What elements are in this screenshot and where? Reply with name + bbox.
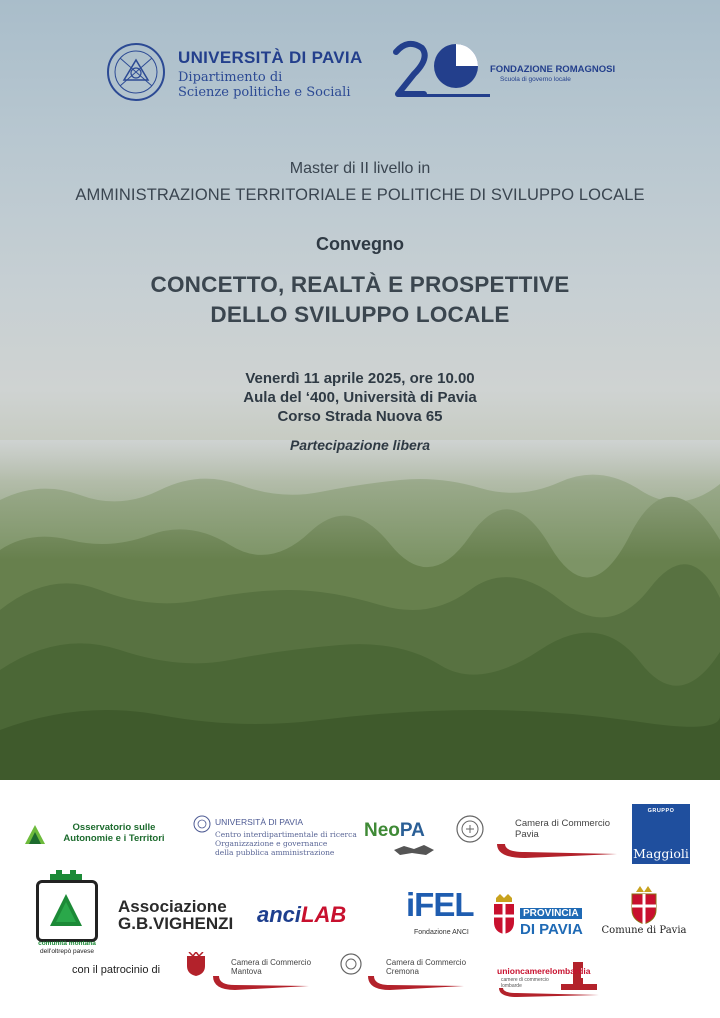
unipv-centro-name: UNIVERSITÀ DI PAVIA: [215, 817, 304, 827]
comune-name: Comune di Pavia: [601, 925, 687, 936]
ifel-subtitle: Fondazione ANCI: [414, 929, 469, 936]
university-seal-icon: [106, 42, 166, 102]
sponsor-comunita-montana: [36, 872, 100, 957]
camera-pavia-line1: Camera di Commercio: [515, 818, 611, 829]
camera-pavia-swoosh-icon: [495, 840, 619, 860]
sponsor-neopa: [364, 820, 442, 860]
sponsor-maggioli: [632, 804, 690, 864]
provincia-shield-icon: [492, 894, 516, 934]
ifel-name: iFEL: [406, 886, 474, 923]
neopa-map-icon: [392, 844, 436, 856]
fondazione-logo-icon: [390, 40, 490, 102]
unioncamere-name: unioncamerelombardia: [497, 966, 591, 976]
sponsor-comune: [596, 884, 692, 944]
ancilab-part1: anci: [257, 902, 302, 927]
fondazione-header: [390, 40, 620, 102]
department-line2: Scienze politiche e Sociali: [178, 85, 351, 100]
patrocinio-label: con il patrocinio di: [72, 964, 161, 976]
camera-mantova-line2: Mantova: [231, 967, 262, 976]
camera-pavia-line2: Pavia: [515, 829, 539, 840]
camera-mantova-swoosh-icon: [211, 974, 311, 992]
camera-cremona-line2: Cremona: [386, 967, 419, 976]
provincia-line2: DI PAVIA: [520, 921, 583, 938]
event-date: Venerdì 11 aprile 2025, ore 10.00: [245, 370, 475, 387]
camera-pavia-name: [515, 818, 610, 840]
fondazione-subtitle: Scuola di governo locale: [500, 76, 571, 83]
neopa-logo: [364, 820, 425, 842]
unipv-centro-line3: della pubblica amministrazione: [215, 848, 335, 857]
event-address: Corso Strada Nuova 65: [277, 408, 443, 425]
sponsor-provincia: [492, 892, 590, 940]
event-participation: Partecipazione libera: [289, 437, 431, 453]
neopa-part2: PA: [399, 820, 425, 841]
fondazione-name: FONDAZIONE ROMAGNOSI: [490, 64, 616, 75]
vighenzi-line2: G.B.VIGHENZI: [118, 914, 234, 933]
neopa-part1: Neo: [364, 820, 400, 841]
sponsor-camera-mantova: [185, 952, 315, 1002]
unipv-centro-desc: [215, 830, 357, 857]
unipv-centro-line2: Organizzazione e governance: [215, 839, 328, 848]
event-type: Convegno: [316, 234, 404, 254]
sponsor-unioncamere: [497, 952, 607, 1002]
university-header: [106, 42, 366, 104]
sponsor-ancilab: [257, 902, 385, 932]
unioncamere-sub1: camere di commercio: [501, 977, 549, 983]
maggioli-name: Maggioli: [633, 846, 689, 861]
master-line2: AMMINISTRAZIONE TERRITORIALE E POLITICHE DI SVILUPPO LOCALE: [75, 186, 645, 204]
sponsor-unipv-centro: [193, 813, 357, 861]
master-line1: Master di II livello in: [289, 160, 431, 177]
maggioli-group-label: GRUPPO: [647, 808, 675, 814]
comune-crest-icon: [626, 886, 662, 924]
department-name: [178, 70, 350, 100]
university-name: UNIVERSITÀ DI PAVIA: [178, 48, 363, 67]
sponsor-ifel: [406, 886, 472, 941]
camera-cremona-seal-icon: [340, 952, 362, 976]
comunita-tree-icon: [48, 892, 84, 930]
department-line1: Dipartimento di: [178, 70, 283, 85]
event-title-line1: CONCETTO, REALTÀ E PROSPETTIVE: [150, 272, 570, 297]
unioncamere-sub2: lombarde: [501, 983, 522, 989]
comunita-line2: dell'oltrepò pavese: [40, 948, 94, 955]
sponsor-camera-pavia: [455, 810, 625, 865]
event-title-line2: DELLO SVILUPPO LOCALE: [210, 302, 510, 327]
sponsors-strip: [0, 780, 720, 1018]
unioncamere-swoosh-icon: [497, 988, 601, 998]
osservatorio-logo-icon: [24, 824, 46, 846]
camera-cremona-swoosh-icon: [366, 974, 466, 992]
unipv-seal-icon: [193, 815, 211, 833]
ancilab-part2: LAB: [301, 902, 347, 927]
camera-mantova-line1: Camera di Commercio: [231, 958, 312, 967]
camera-cremona-line1: Camera di Commercio: [386, 958, 467, 967]
camera-mantova-crest-icon: [185, 952, 207, 976]
osservatorio-name: Osservatorio sulle Autonomie e i Territori: [63, 822, 165, 844]
sponsor-osservatorio: [24, 818, 184, 848]
sponsor-camera-cremona: [340, 952, 470, 1002]
camera-pavia-seal-icon: [455, 814, 485, 844]
forest-image: [0, 440, 720, 780]
unipv-centro-line1: Centro interdipartimentale di ricerca: [215, 830, 357, 839]
comunita-name: [30, 940, 104, 956]
sponsor-vighenzi: [118, 897, 234, 933]
provincia-line1: PROVINCIA: [520, 908, 582, 919]
comunita-line1: comunità montana: [38, 940, 96, 947]
vighenzi-line1: Associazione: [118, 897, 227, 916]
event-location: Aula del ‘400, Università di Pavia: [243, 389, 477, 406]
